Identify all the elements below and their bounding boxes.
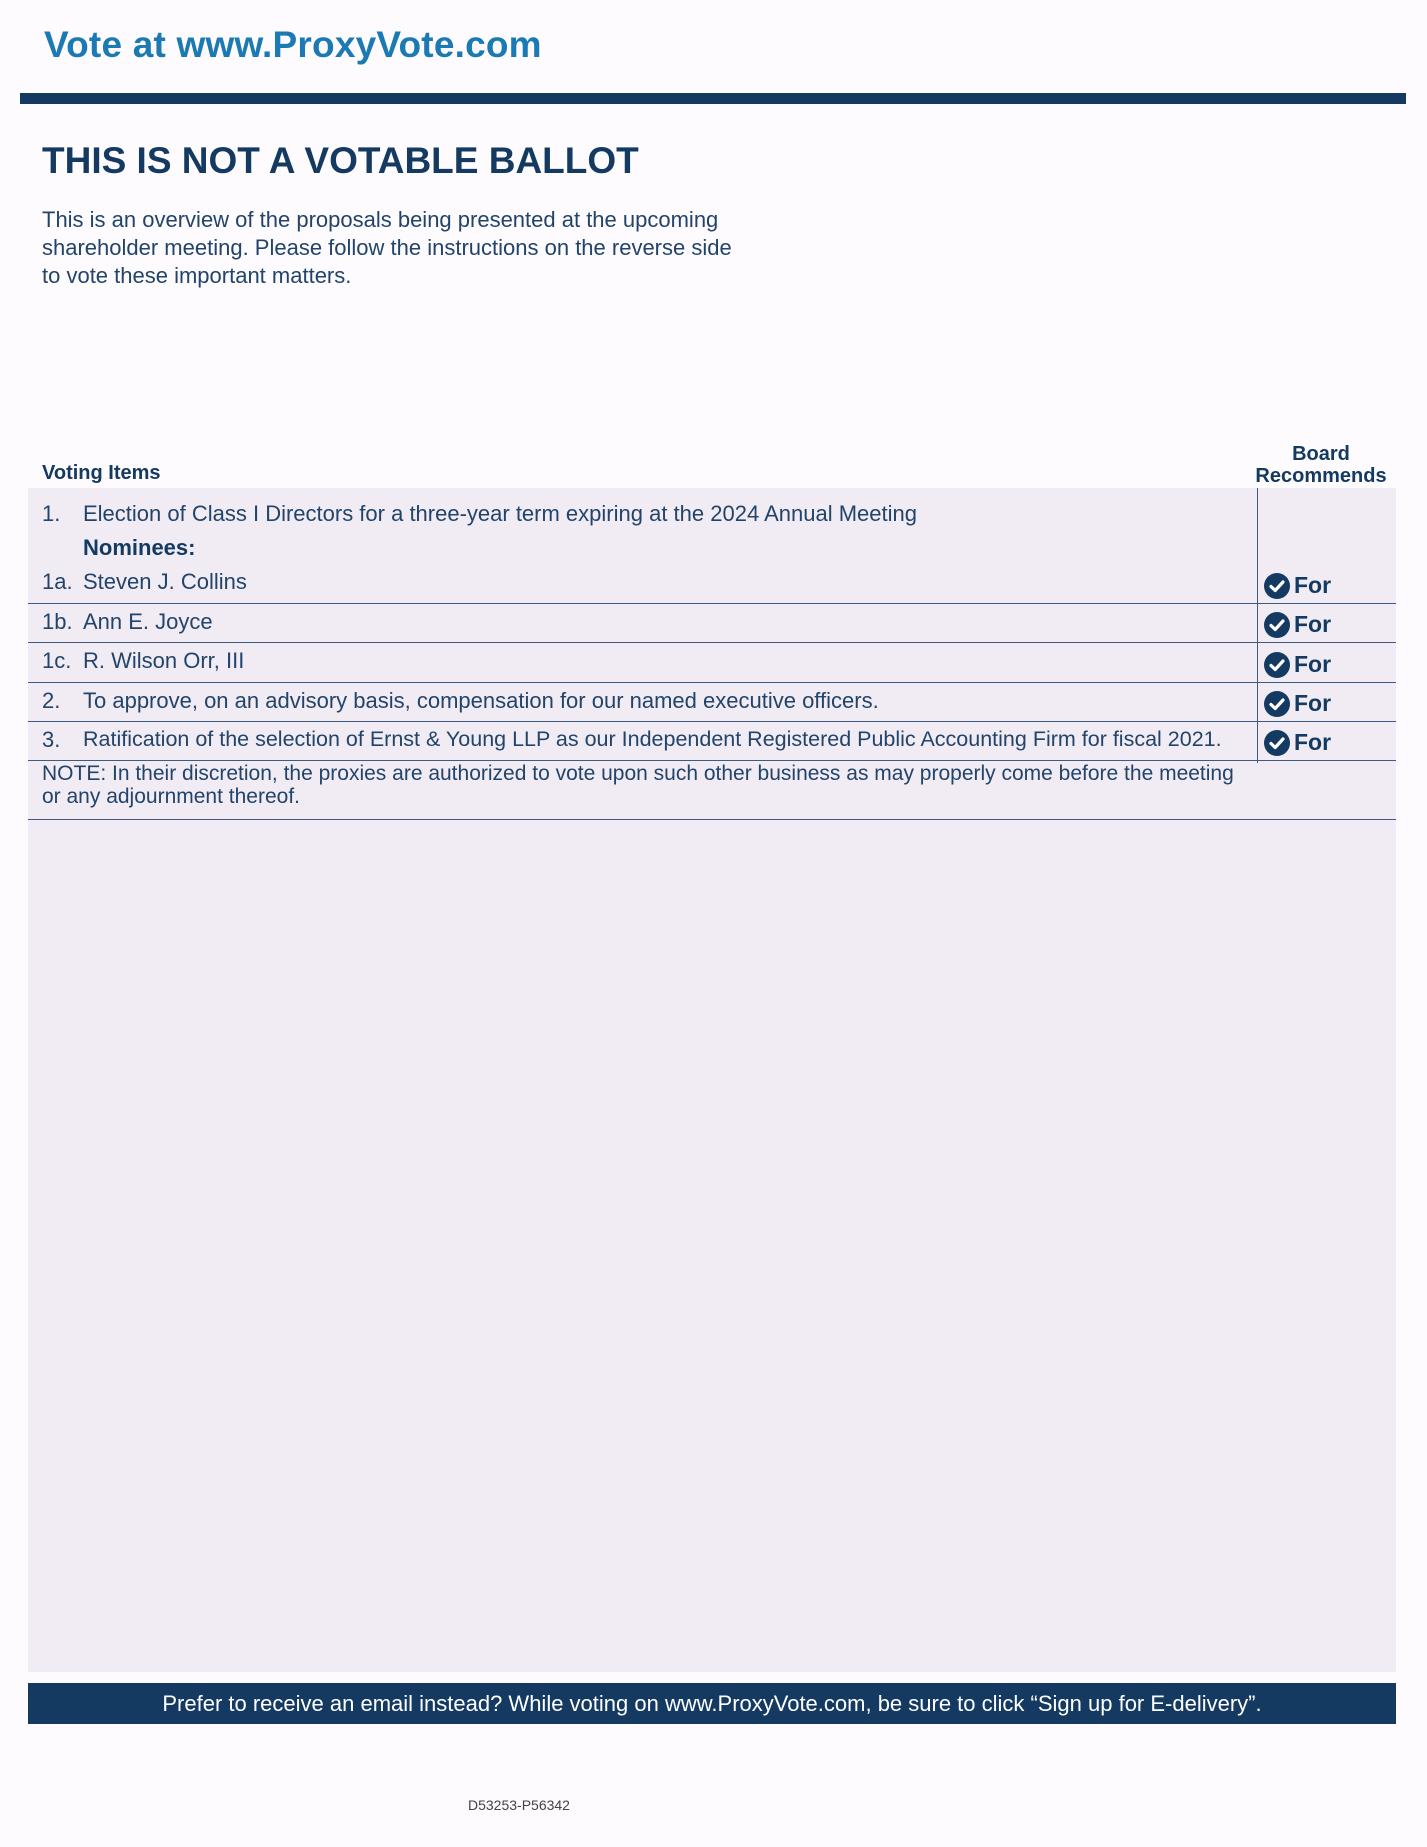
- item-1-number: 1.: [42, 501, 61, 526]
- header-rule: [20, 93, 1406, 104]
- item-1c-number: 1c.: [42, 648, 72, 673]
- recommendation-label: For: [1294, 572, 1332, 598]
- check-circle-icon: [1264, 573, 1290, 599]
- table-bottom-rule: [28, 819, 1396, 820]
- check-circle-icon: [1264, 691, 1290, 717]
- item-1a-number: 1a.: [42, 569, 73, 594]
- item-1c-recommendation: [1264, 651, 1331, 678]
- voting-items-header: Voting Items: [42, 462, 161, 484]
- item-1a-recommendation: [1264, 572, 1331, 599]
- item-1b-recommendation: [1264, 611, 1331, 638]
- recommendation-label: For: [1294, 690, 1332, 716]
- board-recommends-line2: Recommends: [1255, 465, 1387, 487]
- item-1-text: Election of Class I Directors for a three-year term expiring at the 2024 Annual Meeting: [83, 501, 917, 526]
- check-circle-icon: [1264, 652, 1290, 678]
- row-divider: [28, 760, 1396, 761]
- check-circle-icon: [1264, 730, 1290, 756]
- note-text: NOTE: In their discretion, the proxies are authorized to vote upon such other business as may properly come before the meeting or any adjournment thereof.: [42, 762, 1234, 808]
- document-code: D53253-P56342: [468, 1797, 570, 1813]
- item-3-recommendation: [1264, 729, 1331, 756]
- proxyvote-link[interactable]: Vote at www.ProxyVote.com: [44, 24, 542, 65]
- recommendation-label: For: [1294, 651, 1332, 677]
- item-1b-number: 1b.: [42, 609, 73, 634]
- recommendation-label: For: [1294, 729, 1332, 755]
- row-divider: [28, 721, 1396, 722]
- item-2-recommendation: [1264, 690, 1331, 717]
- item-3-text: Ratification of the selection of Ernst & Young LLP as our Independent Registered Public Accounting Firm for fiscal 2021.: [83, 727, 1222, 751]
- row-divider: [28, 642, 1396, 643]
- item-3-number: 3.: [42, 727, 61, 752]
- e-delivery-banner: Prefer to receive an email instead? While voting on www.ProxyVote.com, be sure to click “Sign up for E-delivery”.: [28, 1683, 1396, 1724]
- item-1a-text: Steven J. Collins: [83, 569, 247, 594]
- row-divider: [28, 603, 1396, 604]
- board-recommends-line1: Board: [1292, 443, 1350, 465]
- item-2-number: 2.: [42, 688, 61, 713]
- page-title: THIS IS NOT A VOTABLE BALLOT: [42, 140, 639, 181]
- nominees-label: Nominees:: [83, 535, 196, 560]
- check-circle-icon: [1264, 612, 1290, 638]
- recommendation-label: For: [1294, 611, 1332, 637]
- intro-paragraph: This is an overview of the proposals being presented at the upcoming shareholder meeting. Please follow the instructions on the reverse side to vote these important matters.: [42, 207, 732, 288]
- board-recommends-header: [1252, 443, 1390, 487]
- row-divider: [28, 682, 1396, 683]
- item-2-text: To approve, on an advisory basis, compensation for our named executive officers.: [83, 688, 879, 713]
- item-1c-text: R. Wilson Orr, III: [83, 648, 245, 673]
- item-1b-text: Ann E. Joyce: [83, 609, 213, 634]
